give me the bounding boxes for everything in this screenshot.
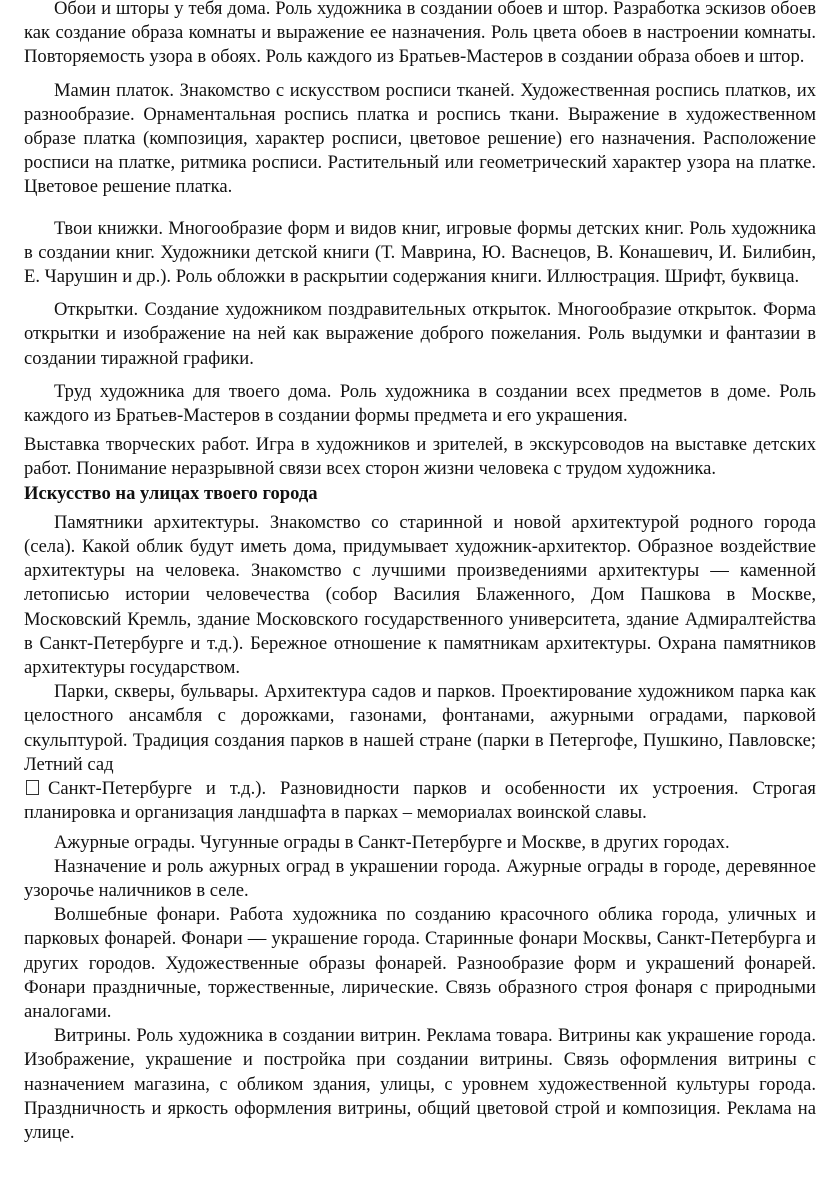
paragraph-architecture-monuments: Памятники архитектуры. Знакомство со старинной и новой архитектурой родного города (села). Какой облик будут иметь дома, придумывает художник-архитектор. Образное воздействие архитектуры на человека. Знакомство с лучшими произведениями архитектуры — каменной летописью истории человечества (собор Василия Блаженного, Дом Пашкова в Москве, Московский Кремль, здание Московского государственного университета, здание Адмиралтейства в Санкт-Петербурге и т.д.). Бережное отношение к памятникам архитектуры. Охрана памятников архитектуры государством.: [24, 511, 816, 679]
paragraph-parks-continued: [24, 777, 816, 825]
document-page: [24, 0, 816, 1145]
missing-glyph-box-icon: [26, 780, 39, 795]
paragraph-postcards: Открытки. Создание художником поздравительных открыток. Многообразие открыток. Форма открытки и изображение на ней как выражение доброго пожелания. Роль выдумки и фантазии в создании тиражной графики.: [24, 299, 816, 369]
paragraph-artist-work-home: Труд художника для твоего дома. Роль художника в создании всех предметов в доме. Роль каждого из Братьев-Мастеров в создании формы предмета и его украшения.: [24, 380, 816, 427]
paragraph-parks: Парки, скверы, бульвары. Архитектура садов и парков. Проектирование художником парка как целостного ансамбля с дорожками, газонами, фонтанами, ажурными оградами, парковой скульптурой. Традиция создания парков в нашей стране (парки в Петергофе, Пушкино, Павловске; Летний сад: [24, 681, 816, 775]
paragraph-openwork-fences: Ажурные ограды. Чугунные ограды в Санкт-Петербурге и Москве, в других городах.: [54, 831, 730, 853]
paragraph-wallpaper-curtains: Обои и шторы у тебя дома. Роль художника в создании обоев и штор. Разработка эскизов обоев как создание образа комнаты и выражение ее назначения. Роль цвета обоев в настроении комнаты. Повторяемость узора в обоях. Роль каждого из Братьев-Мастеров в создании образа обоев и штор.: [24, 0, 816, 68]
section-heading: Искусство на улицах твоего города: [24, 482, 318, 504]
paragraph-exhibition: Выставка творческих работ. Игра в художников и зрителей, в экскурсоводов на выставке детских работ. Понимание неразрывной связи всех сторон жизни человека с трудом художника.: [24, 434, 816, 480]
paragraph-mother-scarf: Мамин платок. Знакомство с искусством росписи тканей. Художественная роспись платков, их разнообразие. Орнаментальная роспись платка и роспись ткани. Выражение в художественном образе платка (композиция, характер росписи, цветовое решение) его назначения. Расположение росписи на платке, ритмика росписи. Растительный или геометрический характер узора на платке. Цветовое решение платка.: [24, 79, 816, 198]
paragraph-magic-lanterns: Волшебные фонари. Работа художника по созданию красочного облика города, уличных и парковых фонарей. Фонари — украшение города. Старинные фонари Москвы, Санкт-Петербурга и других городов. Художественные образы фонарей. Разнообразие форм и украшений фонарей. Фонари праздничные, торжественные, лирические. Связь образного строя фонаря с природными аналогами.: [24, 904, 816, 1022]
parks-continued-text: Санкт-Петербурге и т.д.). Разновидности парков и особенности их устроения. Строгая планировка и организация ландшафта в парках – мемориалах воинской славы.: [24, 778, 816, 824]
paragraph-fences-role: Назначение и роль ажурных оград в украшении города. Ажурные ограды в городе, деревянное узорочье наличников в селе.: [24, 855, 816, 901]
paragraph-shop-windows: Витрины. Роль художника в создании витрин. Реклама товара. Витрины как украшение города. Изображение, украшение и постройка при создании витрины. Связь оформления витрины с назначением магазина, с обликом здания, улицы, с уровнем художественной культуры города. Праздничность и яркость оформления витрины, общий цветовой строй и композиция. Реклама на улице.: [24, 1025, 816, 1143]
paragraph-your-books: Твои книжки. Многообразие форм и видов книг, игровые формы детских книг. Роль художника в создании книг. Художники детской книги (Т. Маврина, Ю. Васнецов, В. Конашевич, И. Билибин, Е. Чарушин и др.). Роль обложки в раскрытии содержания книги. Иллюстрация. Шрифт, буквица.: [24, 217, 816, 288]
